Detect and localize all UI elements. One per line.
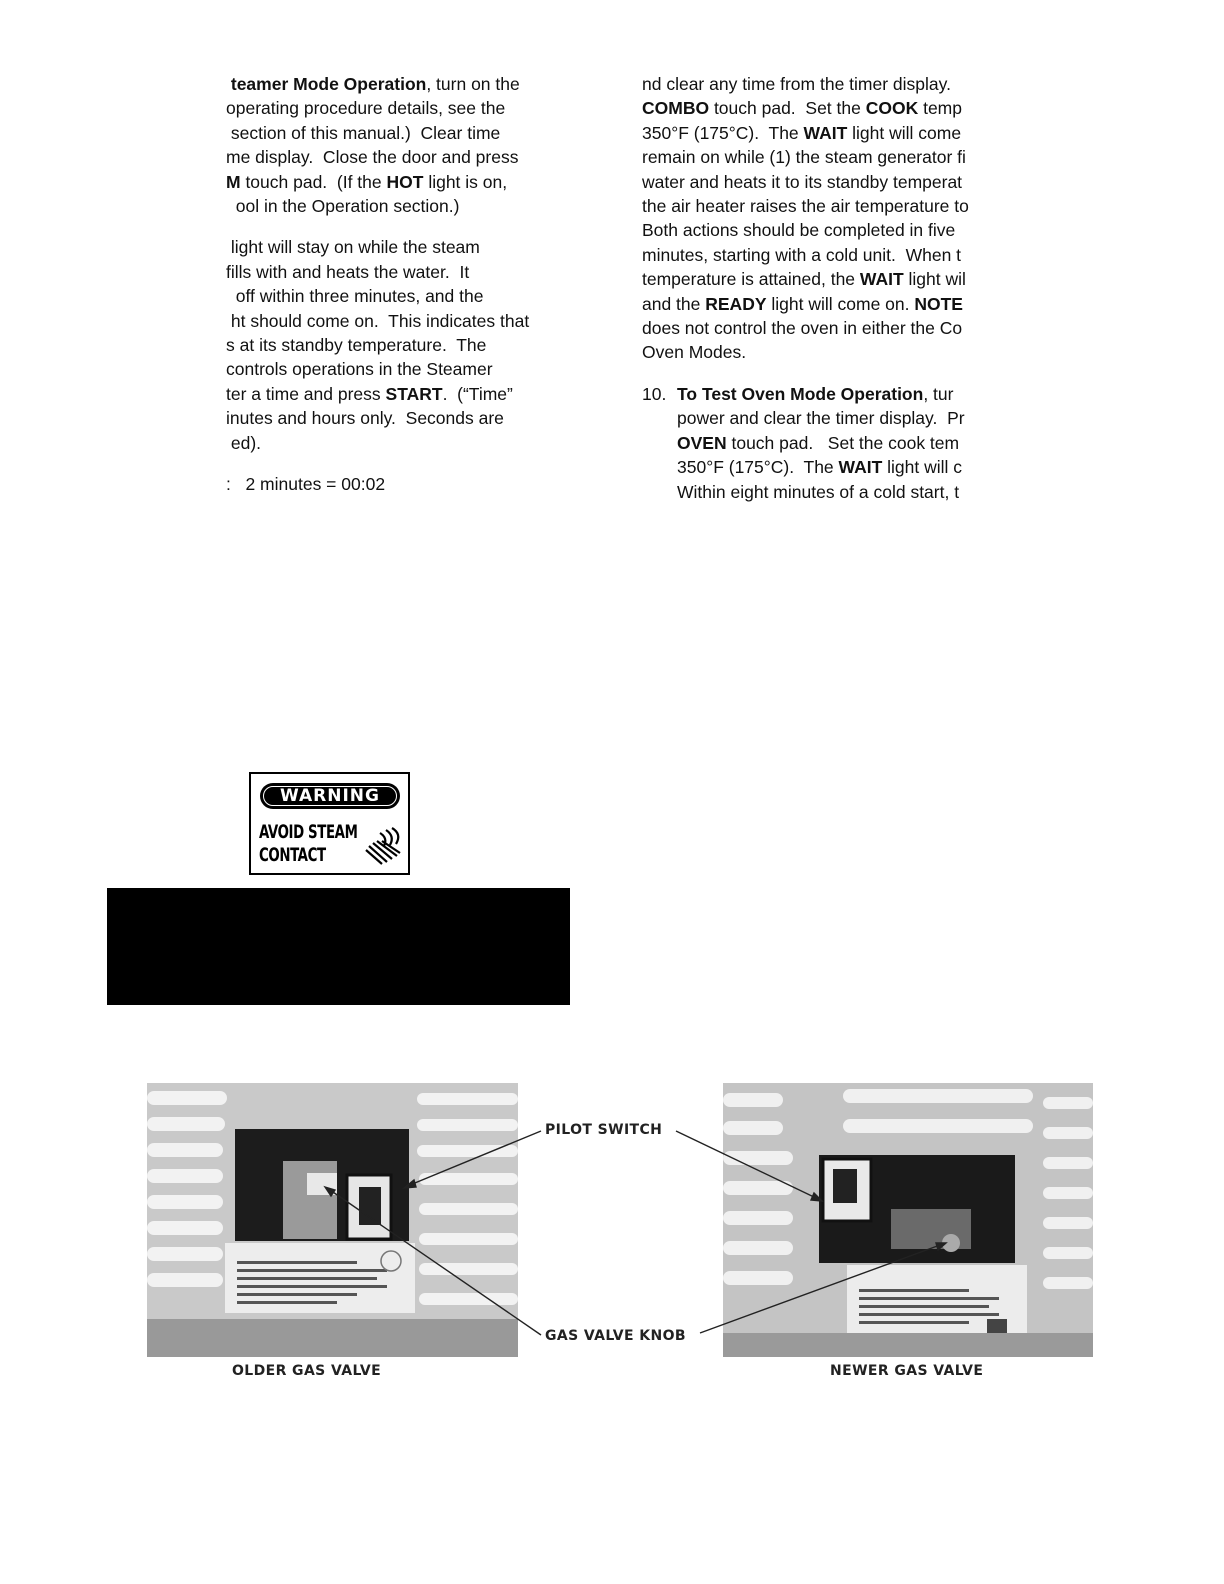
bold-text: READY [705,293,767,314]
pilot-switch-label: PILOT SWITCH [545,1122,663,1138]
text-run: me display. Close the door and press [226,147,519,168]
text-run: the air heater raises the air temperature to [642,196,969,217]
text-run: light will come [847,122,962,143]
text-run: and the [642,293,706,314]
text-run: ter a time and press [226,383,386,404]
text-run: inutes and hours only. Seconds are [226,408,504,429]
text-run: nd clear any time from the timer display. [642,74,951,94]
text-run: touch pad. Set the cook tem [726,432,960,453]
text-run: controls operations in the Steamer [226,359,493,380]
text-run: power and clear the timer display. Pr [677,408,965,429]
text-run: Both actions should be completed in five [642,220,956,241]
text-run: ed). [226,432,262,453]
text-run: . (“Time” [442,383,513,404]
text-run: light will c [882,457,963,478]
text-run: , tur [923,383,954,404]
text-run: operating procedure details, see the [226,98,506,119]
bold-text: WAIT [838,457,883,478]
text-run: Within eight minutes of a cold start, t [677,481,960,502]
text-run: temp [918,98,962,119]
text-run: fills with and heats the water. It [226,261,470,282]
bold-text: M [226,171,241,192]
bold-text: WAIT [803,122,848,143]
warning-header: WARNING [260,783,400,809]
text-run: , turn on the [426,74,520,94]
bold-text: OVEN [677,432,727,453]
text-run: remain on while (1) the steam generator fi [642,147,966,168]
text-run: light is on, [423,171,508,192]
bold-text: COOK [865,98,919,119]
bold-text: HOT [386,171,424,192]
text-run: water and heats it to its standby temperat [642,171,963,192]
bold-text: teamer Mode Operation [226,74,427,94]
bold-text: NOTE [914,293,963,314]
text-run: 350°F (175°C). The [642,122,804,143]
text-run: 350°F (175°C). The [677,457,839,478]
text-run: light will stay on while the steam [226,237,480,258]
text-run: Oven Modes. [642,342,747,363]
text-run: light will come on. [766,293,915,314]
text-run: touch pad. (If the [240,171,387,192]
text-run: ool in the Operation section.) [226,196,460,217]
text-run: touch pad. Set the [709,98,866,119]
text-run: section of this manual.) Clear time [226,122,501,143]
older-gas-valve-caption: OLDER GAS VALVE [232,1363,382,1379]
gas-valve-knob-label: GAS VALVE KNOB [545,1328,687,1344]
newer-gas-valve-caption: NEWER GAS VALVE [830,1363,984,1379]
text-run: off within three minutes, and the [226,286,484,307]
text-run: s at its standby temperature. The [226,335,487,356]
text-run: minutes, starting with a cold unit. When t [642,244,962,265]
bold-text: To Test Oven Mode Operation [677,383,924,404]
text-run: light wil [903,269,966,290]
bold-text: COMBO [642,98,710,119]
warning-message: AVOID STEAM CONTACT [259,821,358,866]
bold-text: WAIT [859,269,904,290]
bold-text: START [385,383,443,404]
text-run: temperature is attained, the [642,269,860,290]
text-run: : 2 minutes = 00:02 [226,474,386,495]
text-run: does not control the oven in either the Co [642,318,963,339]
text-run: ht should come on. This indicates that [226,310,530,331]
list-item-number: 10. [642,383,667,404]
